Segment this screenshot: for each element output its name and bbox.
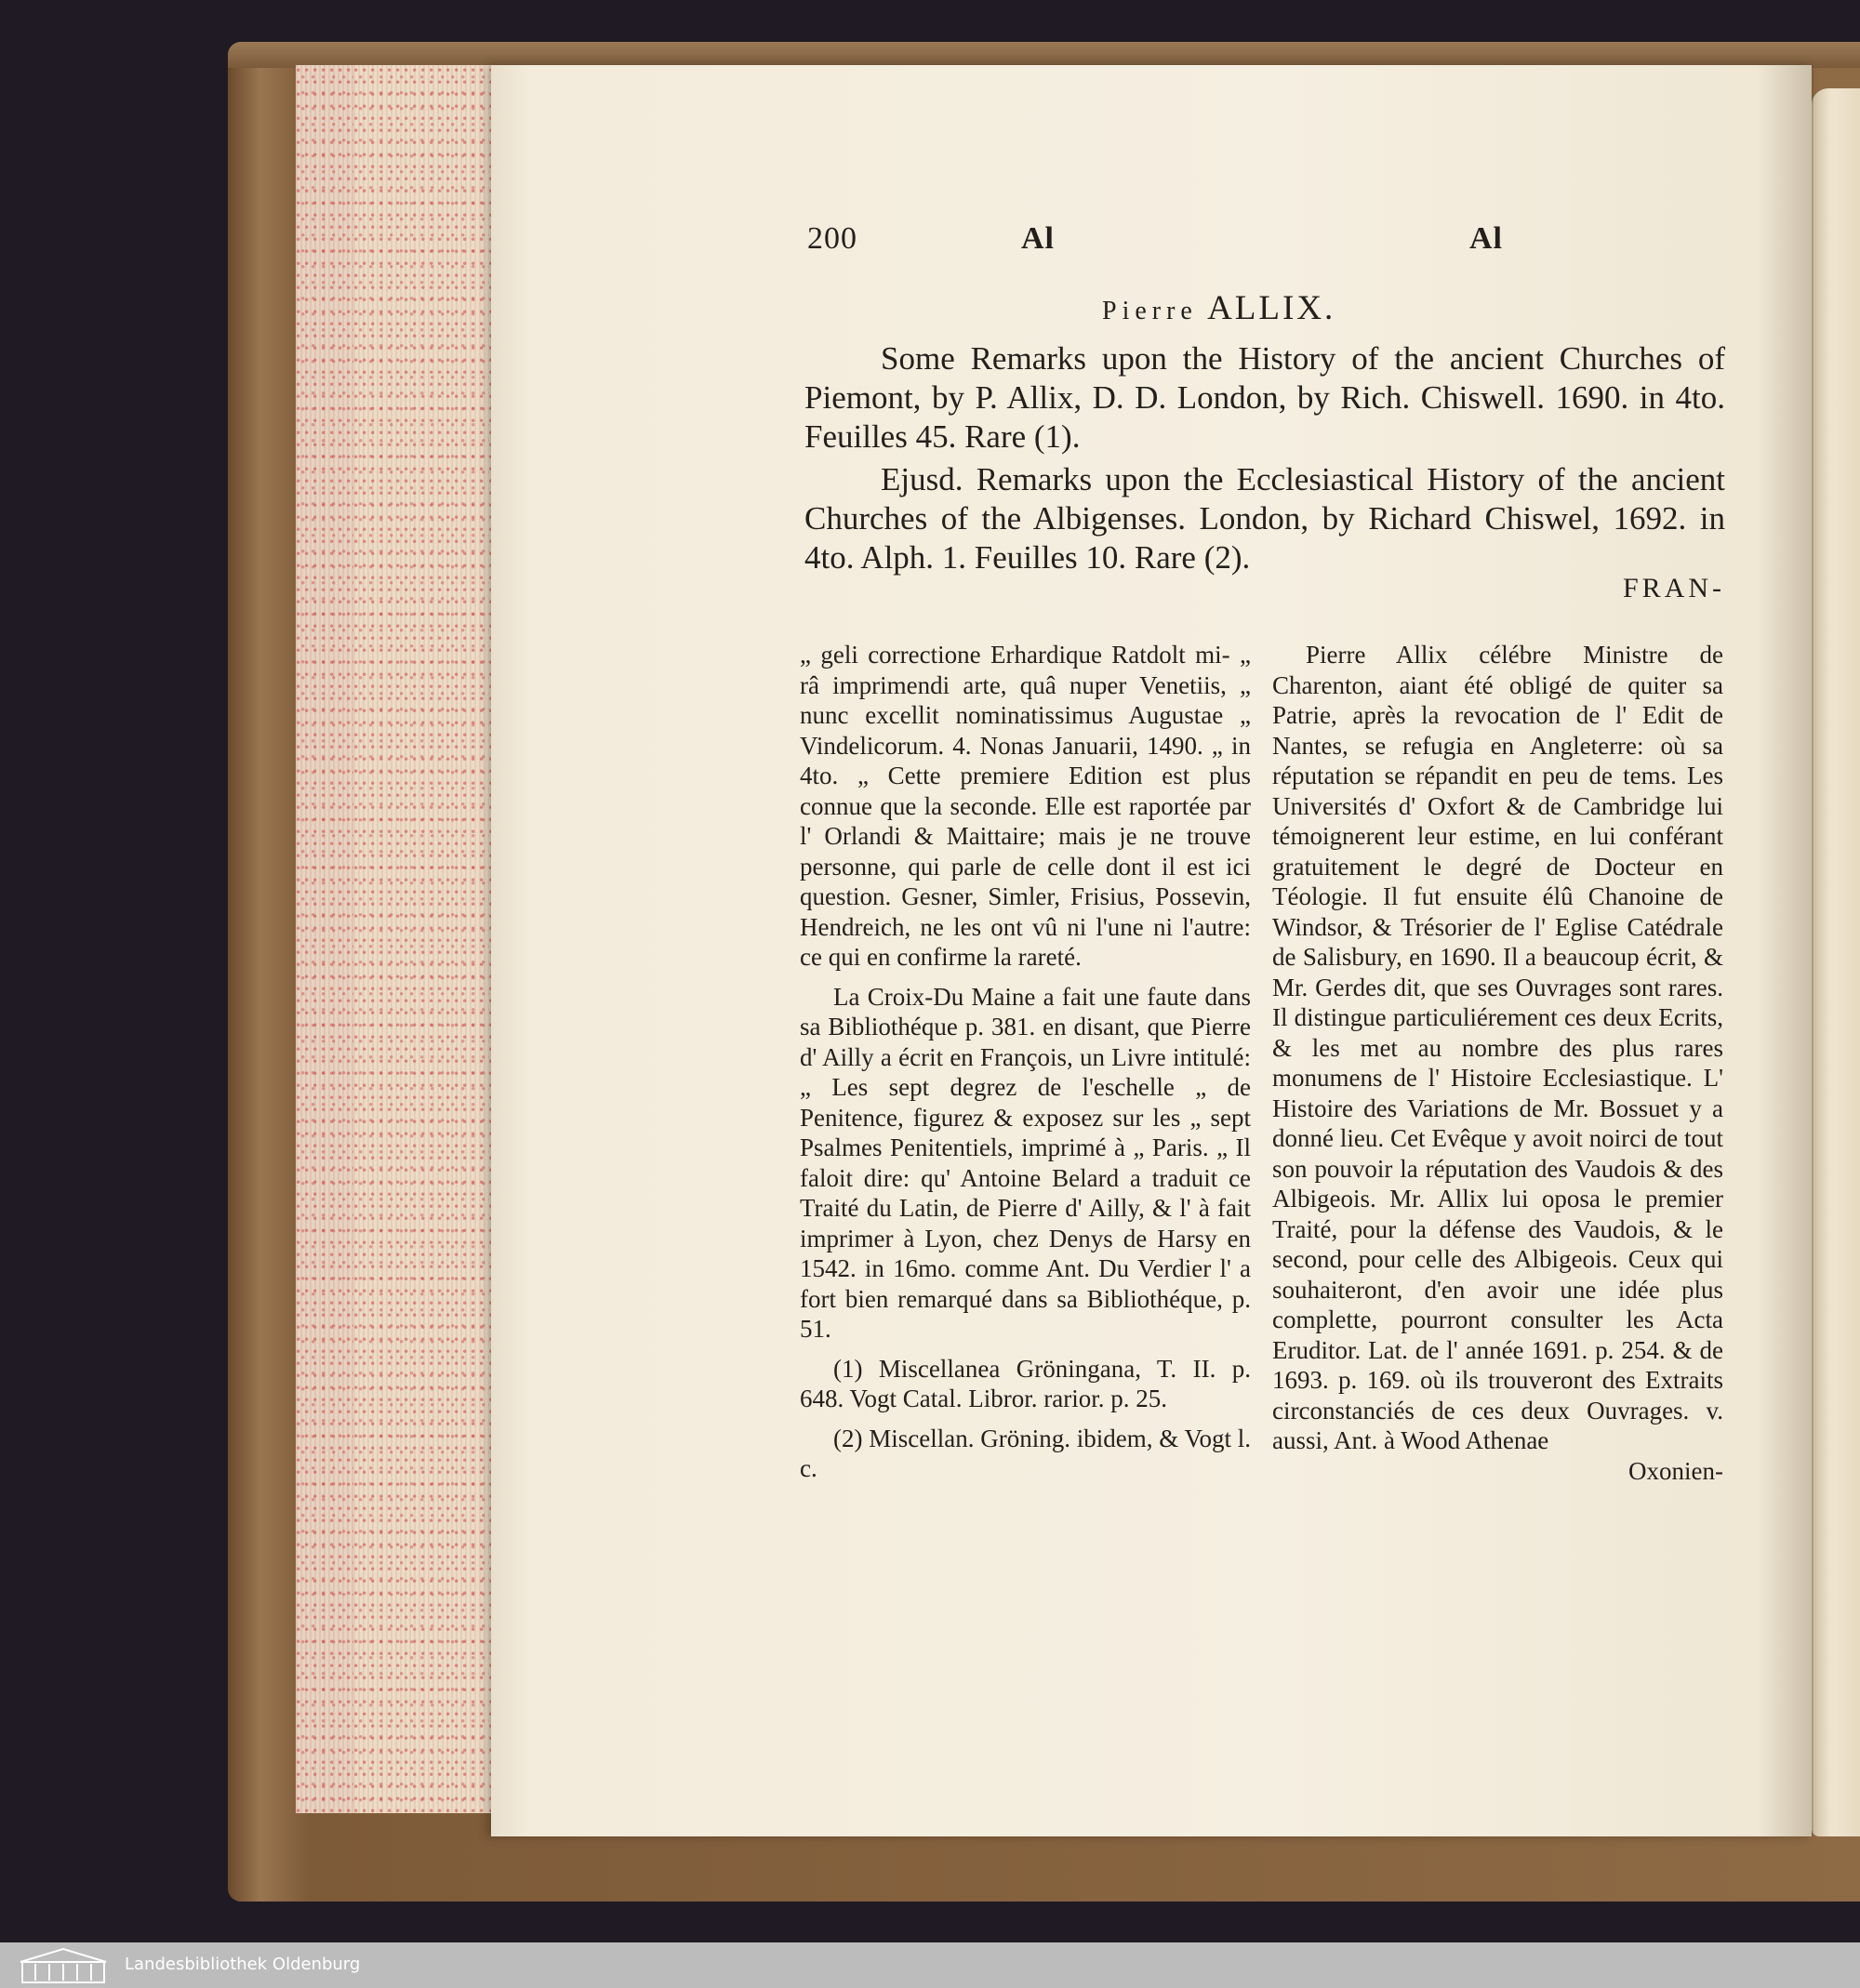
right-column-paragraph-1: Pierre Allix célébre Ministre de Charenton, aiant été obligé de quiter sa Patrie, après la revocation de l' Edit de Nantes, se refugia en Angleterre: où sa réputation se répandit en peu de tems. Les Universités d' Oxfort & de Cambridge lui témoignerent leur estime, en lui conférant gratuitement le degré de Docteur en Téologie. Il fut ensuite élû Chanoine de Windsor, & Trésorier de l' Eglise Catédrale de Salisbury, en 1690. Il a beaucoup écrit, & Mr. Gerdes dit, que ses Ouvrages sont rares. Il distingue particuliérement ces deux Ecrits, & les met au nombre des plus rares monumens de l' Histoire Ecclesiastique. L' Histoire des Variations de Mr. Bossuet y a donné lieu. Cet Evêque y avoit noirci de tout son pouvoir la réputation des Vaudois & des Albigeois. Mr. Allix lui oposa le premier Traité, pour la défense des Vaudois, & le second, pour celle des Albigeois. Ceux qui souhaiteront, d'en avoir une idée plus complette, pourront consulter les Acta Eruditor. Lat. de l' année 1691. p. 254. & de 1693. p. 169. où ils trouveront des Extraits circonstanciés de ces deux Ouvrages. v. aussi, Ant. à Wood Athenae — [1272, 641, 1723, 1454]
left-column-paragraph-1: „ geli correctione Erhardique Ratdolt mi- „ râ imprimendi arte, quâ nuper Venetiis, „ nunc excellit nominatissimus Augustae „ Vindelicorum. 4. Nonas Januarii, 1490. „ in 4to. „ Cette premiere Edition est plus connue que la seconde. Elle est raportée par l' Orlandi & Maittaire; mais je ne trouve personne, qui parle de celle dont il est ici question. Gesner, Simler, Frisius, Possevin, Hendreich, ne les ont vû ni l'une ni l'autre: ce qui en confirme la rareté. — [800, 641, 1251, 971]
book-cover-top-edge — [228, 42, 1860, 68]
library-building-icon — [17, 1947, 110, 1984]
running-head-left: Al — [1021, 221, 1055, 256]
footnote-2: (2) Miscellan. Gröning. ibidem, & Vogt l. c. — [800, 1424, 1251, 1482]
gutter-shadow — [1758, 65, 1814, 1836]
running-head-right: Al — [1469, 221, 1503, 256]
page-edges-inner — [353, 65, 488, 1813]
bibliographic-entry-1 — [804, 339, 1725, 457]
title-surname: ALLIX. — [1207, 289, 1336, 327]
entry-1-text: Some Remarks upon the History of the ancient Churches of Piemont, by P. Allix, D. D. London, by Rich. Chiswell. 1690. in 4to. Feuilles 45. Rare (1). — [804, 340, 1725, 455]
catchword-bottom: Oxonien- — [1628, 1456, 1723, 1485]
page-number: 200 — [807, 221, 857, 256]
footnote-1: (1) Miscellanea Gröningana, T. II. p. 648. Vogt Catal. Libror. rarior. p. 25. — [800, 1354, 1251, 1412]
left-column-paragraph-2: La Croix-Du Maine a fait une faute dans sa Bibliothéque p. 381. en disant, que Pierre d' Ailly a écrit en François, un Livre intitulé: „ Les sept degrez de l'eschelle „ de Penitence, figurez & exposez sur les „ sept Psalmes Penitentiels, imprimé à „ Paris. „ Il faloit dire: qu' Antoine Belard a traduit ce Traité du Latin, de Pierre d' Ailly, & l' à fait imprimer à Lyon, chez Denys de Harsy en 1542. in 16mo. comme Ant. Du Verdier l' a fort bien remarqué dans sa Bibliothéque, p. 51. — [800, 982, 1251, 1343]
right-column — [1272, 640, 1723, 1486]
title-first-name: Pierre — [1102, 297, 1198, 325]
entry-2-text: Ejusd. Remarks upon the Ecclesiastical History of the ancient Churches of the Albigenses. London, by Richard Chiswel, 1692. in 4to. Alph. 1. Feuilles 10. Rare (2). — [804, 461, 1725, 576]
entry-title — [1102, 288, 1335, 328]
left-column — [800, 640, 1251, 1484]
catchword-top: FRAN- — [1623, 573, 1726, 603]
facing-page-edge — [1812, 88, 1860, 1836]
library-name: Landesbibliothek Oldenburg — [125, 1955, 361, 1974]
bibliographic-entry-2 — [804, 460, 1725, 577]
